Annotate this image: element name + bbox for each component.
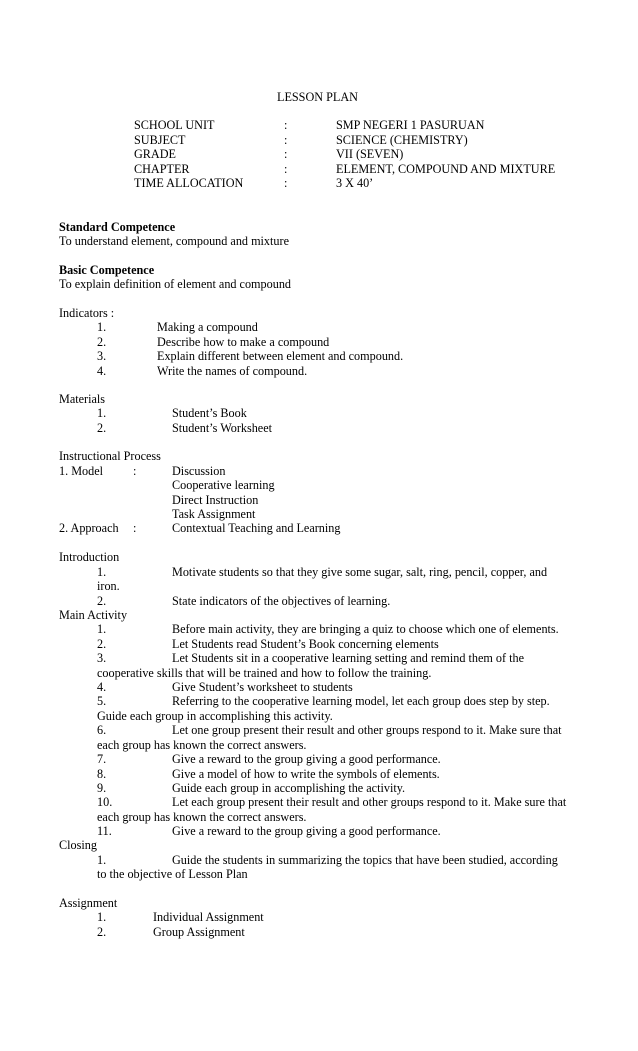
info-value-grade: VII (SEVEN) <box>336 147 404 161</box>
activity-number: 6. <box>97 723 107 737</box>
introduction-item: State indicators of the objectives of learning. <box>172 594 391 608</box>
indicator-item: Making a compound <box>157 320 258 334</box>
activity-number: 1. <box>97 622 107 636</box>
info-label-time-allocation: TIME ALLOCATION <box>134 176 244 190</box>
introduction-item: Motivate students so that they give some sugar, salt, ring, pencil, copper, and <box>172 565 548 579</box>
introduction-heading: Introduction <box>59 550 120 564</box>
activity-item: Let Students read Student’s Book concerning elements <box>172 637 439 651</box>
model-colon: : <box>133 464 137 478</box>
indicator-number: 1. <box>97 320 107 334</box>
activity-item: Before main activity, they are bringing a quiz to choose which one of elements. <box>172 622 559 636</box>
info-colon: : <box>284 133 288 147</box>
activity-number: 4. <box>97 680 107 694</box>
activity-number: 7. <box>97 752 107 766</box>
indicator-item: Write the names of compound. <box>157 364 308 378</box>
activity-item: Give a reward to the group giving a good performance. <box>172 752 441 766</box>
activity-item: Let Students sit in a cooperative learning setting and remind them of the <box>172 651 524 665</box>
activity-number: 5. <box>97 694 107 708</box>
info-colon: : <box>284 118 288 132</box>
main-activity-heading: Main Activity <box>59 608 128 622</box>
approach-value: Contextual Teaching and Learning <box>172 521 341 535</box>
activity-item: Give a reward to the group giving a good performance. <box>172 824 441 838</box>
activity-item-continuation: each group has known the correct answers. <box>97 738 307 752</box>
info-value-time-allocation: 3 X 40’ <box>336 176 374 190</box>
info-colon: : <box>284 147 288 161</box>
introduction-number: 2. <box>97 594 107 608</box>
activity-number: 3. <box>97 651 107 665</box>
model-item: Task Assignment <box>172 507 256 521</box>
activity-item-continuation: each group has known the correct answers. <box>97 810 307 824</box>
assignment-number: 1. <box>97 910 107 924</box>
indicators-heading: Indicators : <box>59 306 115 320</box>
activity-item: Let one group present their result and other groups respond to it. Make sure that <box>172 723 562 737</box>
activity-item: Referring to the cooperative learning model, let each group does step by step. <box>172 694 550 708</box>
activity-item: Guide each group in accomplishing the activity. <box>172 781 406 795</box>
instructional-process-heading: Instructional Process <box>59 449 161 463</box>
introduction-number: 1. <box>97 565 107 579</box>
activity-item-continuation: Guide each group in accomplishing this activity. <box>97 709 333 723</box>
indicator-number: 4. <box>97 364 107 378</box>
material-number: 2. <box>97 421 107 435</box>
page-title: LESSON PLAN <box>277 90 358 104</box>
basic-competence-heading: Basic Competence <box>59 263 155 277</box>
closing-item: Guide the students in summarizing the topics that have been studied, according <box>172 853 558 867</box>
assignment-number: 2. <box>97 925 107 939</box>
material-item: Student’s Book <box>172 406 247 420</box>
indicator-number: 2. <box>97 335 107 349</box>
assignment-item: Group Assignment <box>153 925 245 939</box>
standard-competence-heading: Standard Competence <box>59 220 176 234</box>
activity-number: 10. <box>97 795 113 809</box>
closing-heading: Closing <box>59 838 97 852</box>
info-label-subject: SUBJECT <box>134 133 186 147</box>
info-colon: : <box>284 162 288 176</box>
introduction-item-continuation: iron. <box>97 579 120 593</box>
standard-competence-text: To understand element, compound and mixture <box>59 234 289 248</box>
info-colon: : <box>284 176 288 190</box>
activity-item: Give Student’s worksheet to students <box>172 680 353 694</box>
activity-item: Give a model of how to write the symbols of elements. <box>172 767 440 781</box>
model-item: Direct Instruction <box>172 493 259 507</box>
basic-competence-text: To explain definition of element and compound <box>59 277 292 291</box>
indicator-item: Describe how to make a compound <box>157 335 330 349</box>
activity-item-continuation: cooperative skills that will be trained and how to follow the training. <box>97 666 432 680</box>
model-item: Discussion <box>172 464 226 478</box>
activity-item: Let each group present their result and other groups respond to it. Make sure that <box>172 795 567 809</box>
activity-number: 8. <box>97 767 107 781</box>
material-item: Student’s Worksheet <box>172 421 273 435</box>
assignment-heading: Assignment <box>59 896 118 910</box>
info-label-grade: GRADE <box>134 147 176 161</box>
assignment-item: Individual Assignment <box>153 910 264 924</box>
info-value-subject: SCIENCE (CHEMISTRY) <box>336 133 468 147</box>
approach-colon: : <box>133 521 137 535</box>
activity-number: 9. <box>97 781 107 795</box>
closing-number: 1. <box>97 853 107 867</box>
info-label-chapter: CHAPTER <box>134 162 190 176</box>
material-number: 1. <box>97 406 107 420</box>
info-value-chapter: ELEMENT, COMPOUND AND MIXTURE <box>336 162 556 176</box>
model-label: 1. Model <box>59 464 104 478</box>
info-value-school-unit: SMP NEGERI 1 PASURUAN <box>336 118 485 132</box>
activity-number: 2. <box>97 637 107 651</box>
indicator-number: 3. <box>97 349 107 363</box>
model-item: Cooperative learning <box>172 478 275 492</box>
closing-item-continuation: to the objective of Lesson Plan <box>97 867 248 881</box>
info-label-school-unit: SCHOOL UNIT <box>134 118 215 132</box>
indicator-item: Explain different between element and compound. <box>157 349 404 363</box>
activity-number: 11. <box>97 824 112 838</box>
approach-label: 2. Approach <box>59 521 119 535</box>
materials-heading: Materials <box>59 392 106 406</box>
